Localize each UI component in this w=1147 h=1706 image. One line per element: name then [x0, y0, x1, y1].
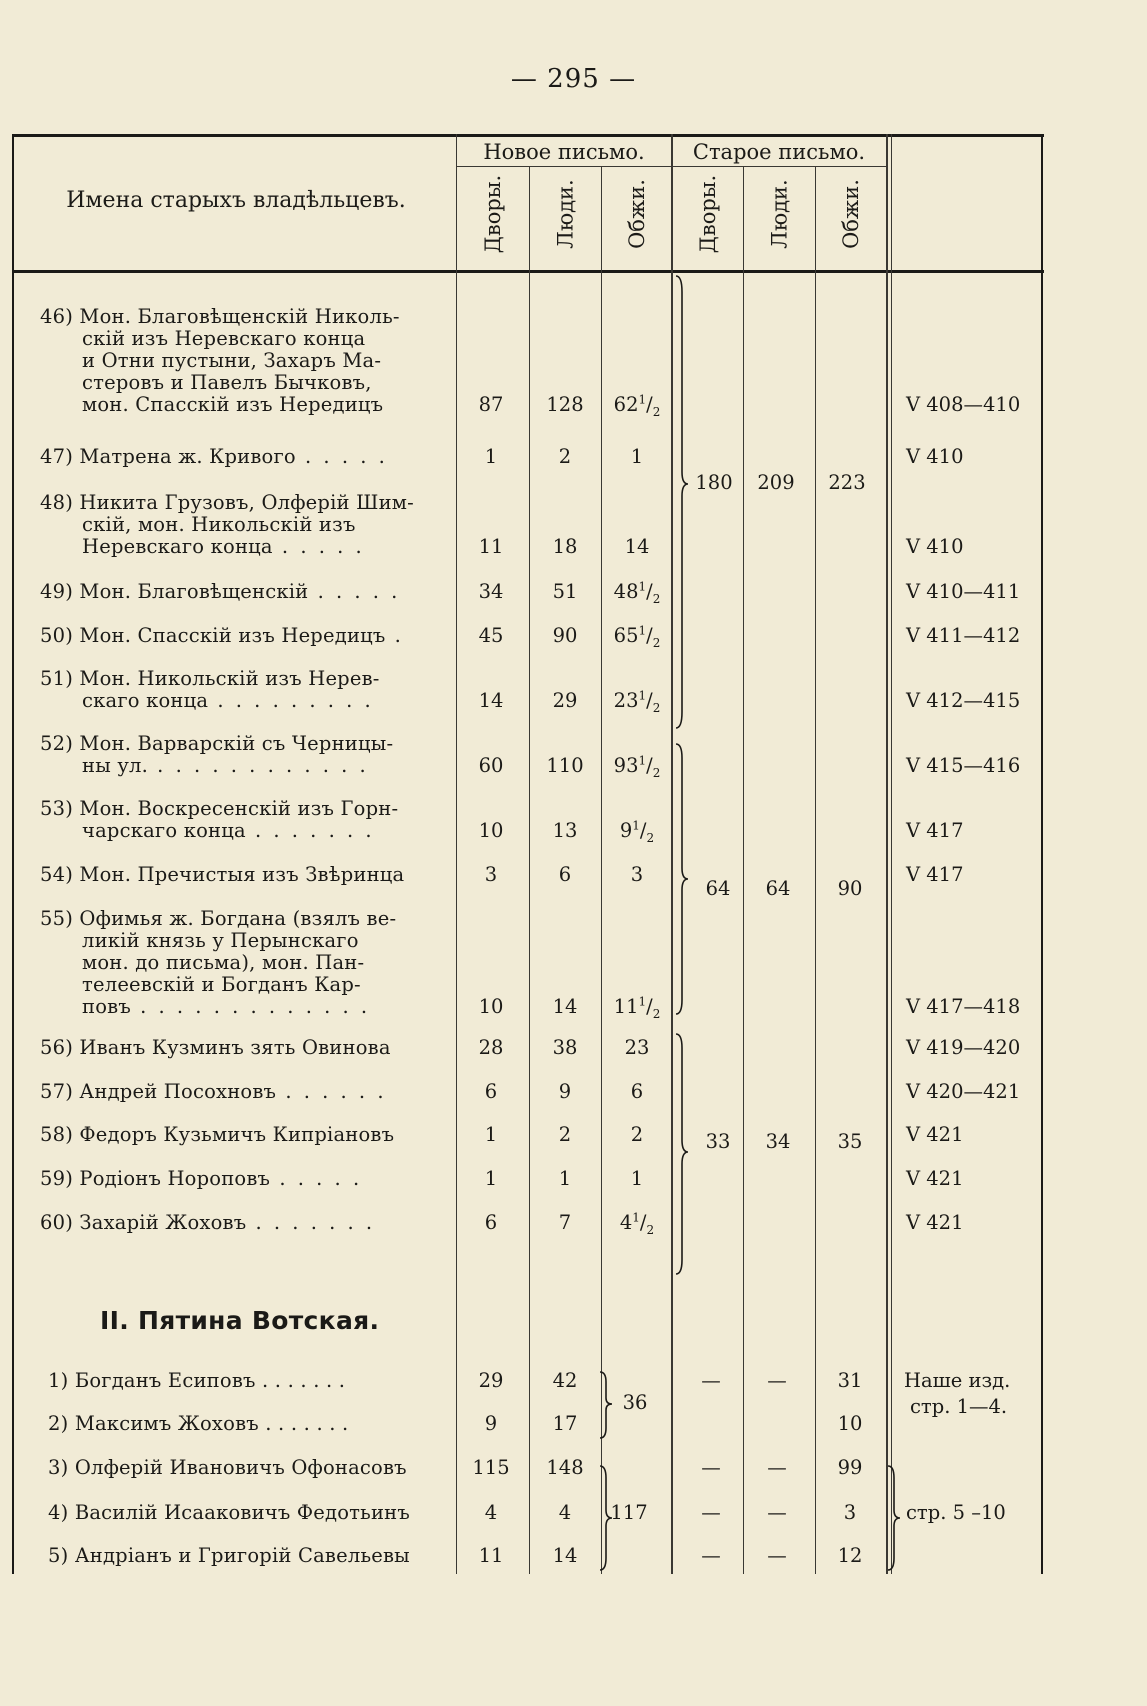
new-obzhi-cell: 2 [630, 1123, 644, 1146]
old-group-2-lyudi: 64 [765, 877, 791, 900]
owner-name-line: мон. до письма), мон. Пан- [82, 951, 365, 974]
header-new-letter: Новое письмо. [483, 140, 645, 164]
row-number: 51) [40, 667, 80, 690]
row-number: 56) [40, 1036, 80, 1059]
brace-group-1 [672, 272, 690, 732]
source-reference: V 419—420 [906, 1036, 1021, 1059]
old-group-3-lyudi: 34 [765, 1130, 791, 1153]
new-obzhi-cell: $23^1/_2$ [613, 688, 661, 715]
brace-group-3 [672, 1030, 690, 1278]
new-lyudi-cell: 38 [552, 1036, 578, 1059]
new-obzhi-cell: 1 [630, 445, 644, 468]
owner-name-line: 59) Родіонъ Нороповъ . . . . . [40, 1167, 363, 1190]
header-new-lyudi: Люди. [553, 179, 578, 249]
votskaya-new-lyudi-cell: 148 [546, 1456, 584, 1479]
votskaya-old-obzhi-cell: 99 [837, 1456, 863, 1479]
owner-name-line: 56) Иванъ Кузминъ зять Овинова [40, 1036, 391, 1059]
leader-dots: . . . . . [308, 580, 401, 603]
row-number: 53) [40, 797, 80, 820]
brace-votskaya-1 [596, 1370, 614, 1440]
votskaya-owner-name: 1) Богданъ Есиповъ . . . . . . . [48, 1369, 346, 1392]
new-obzhi-cell: $65^1/_2$ [613, 623, 661, 650]
new-dvory-cell: 11 [478, 535, 504, 558]
row-number: 49) [40, 580, 80, 603]
col-divider-oly-oob [815, 166, 816, 1574]
owner-name-line: телеевскій и Богданъ Кар- [82, 973, 361, 996]
owner-name-line: 46) Мон. Благовѣщенскій Николь- [40, 305, 400, 328]
new-obzhi-cell: 6 [630, 1080, 644, 1103]
brace-votskaya-ref [884, 1464, 902, 1574]
votskaya-ref-1-line-1: Наше изд. [904, 1369, 1011, 1392]
source-reference: V 421 [906, 1123, 964, 1146]
old-group-1-dvory: 180 [695, 471, 733, 494]
col-divider-ref-inner [891, 134, 892, 1574]
row-number: 46) [40, 305, 80, 328]
header-old-obzhi: Обжи. [838, 179, 863, 249]
owner-name-line: 48) Никита Грузовъ, Олферій Шим- [40, 491, 414, 514]
header-old-letter: Старое письмо. [692, 140, 866, 164]
owner-name-line: скаго конца . . . . . . . . . [82, 689, 374, 712]
new-lyudi-cell: 6 [558, 863, 572, 886]
header-old-lyudi: Люди. [767, 179, 792, 249]
votskaya-old-dash-2: — [767, 1456, 787, 1479]
row-number: 54) [40, 863, 80, 886]
source-reference: V 420—421 [906, 1080, 1021, 1103]
votskaya-ref-1-line-2: стр. 1—4. [910, 1395, 1008, 1418]
new-dvory-cell: 28 [478, 1036, 504, 1059]
old-group-1-obzhi: 223 [828, 471, 866, 494]
new-dvory-cell: 1 [484, 1167, 498, 1190]
row-number: 58) [40, 1123, 80, 1146]
leader-dots: . . . . . . . . . . . . [147, 754, 369, 777]
votskaya-old-dash-2: — [767, 1501, 787, 1524]
votskaya-owner-name: 3) Олферій Ивановичъ Офонасовъ [48, 1456, 407, 1479]
votskaya-new-dvory-cell: 29 [478, 1369, 504, 1392]
new-dvory-cell: 14 [478, 689, 504, 712]
brace-votskaya-2 [596, 1464, 614, 1574]
old-group-2-dvory: 64 [705, 877, 731, 900]
owner-name-line: 52) Мон. Варварскій съ Черницы- [40, 732, 394, 755]
votskaya-old-obzhi-cell: 31 [837, 1369, 863, 1392]
leader-dots: . . . . . . [276, 1080, 387, 1103]
owner-name-line: 51) Мон. Никольскій изъ Нерев- [40, 667, 380, 690]
new-dvory-cell: 3 [484, 863, 498, 886]
section-title-votskaya: II. Пятина Вотская. [100, 1306, 380, 1335]
new-dvory-cell: 6 [484, 1211, 498, 1234]
owner-name-line: 50) Мон. Спасскій изъ Нередицъ . [40, 624, 404, 647]
leader-dots: . . . . . [270, 1167, 363, 1190]
owner-name-line: 49) Мон. Благовѣщенскій . . . . . [40, 580, 401, 603]
votskaya-old-dash-1: — [701, 1544, 721, 1567]
old-group-3-dvory: 33 [705, 1130, 731, 1153]
owner-name-line: 58) Федоръ Кузьмичъ Кипріановъ [40, 1123, 395, 1146]
votskaya-old-obzhi-cell: 3 [843, 1501, 857, 1524]
votskaya-new-dvory-cell: 11 [478, 1544, 504, 1567]
owner-name-line: мон. Спасскій изъ Нередицъ [82, 393, 384, 416]
source-reference: V 408—410 [906, 393, 1021, 416]
old-group-1-lyudi: 209 [757, 471, 795, 494]
table-left-border [12, 134, 14, 1574]
new-lyudi-cell: 29 [552, 689, 578, 712]
votskaya-group-2-obzhi: 117 [610, 1501, 648, 1524]
owner-name-line: Неревскаго конца . . . . . [82, 535, 365, 558]
owner-name-line: 57) Андрей Посохновъ . . . . . . [40, 1080, 387, 1103]
source-reference: V 415—416 [906, 754, 1021, 777]
votskaya-owner-name: 5) Андріанъ и Григорій Савельевы [48, 1544, 410, 1567]
new-dvory-cell: 10 [478, 819, 504, 842]
header-new-obzhi: Обжи. [624, 179, 649, 249]
source-reference: V 410—411 [906, 580, 1021, 603]
col-divider-old-ref [886, 134, 888, 1574]
source-reference: V 421 [906, 1211, 964, 1234]
table-top-rule [12, 134, 1044, 137]
new-lyudi-cell: 1 [558, 1167, 572, 1190]
row-number: 50) [40, 624, 80, 647]
new-obzhi-cell: $9^1/_2$ [619, 818, 655, 845]
source-reference: V 417 [906, 863, 964, 886]
header-owners: Имена старыхъ владѣльцевъ. [66, 188, 406, 213]
owner-name-line: 55) Офимья ж. Богдана (взялъ ве- [40, 907, 397, 930]
new-lyudi-cell: 9 [558, 1080, 572, 1103]
owner-name-line: стеровъ и Павелъ Бычковъ, [82, 371, 372, 394]
leader-dots: . [385, 624, 404, 647]
leader-dots: . . . . . . . . . . . . . [130, 995, 371, 1018]
row-number: 59) [40, 1167, 80, 1190]
old-group-2-obzhi: 90 [837, 877, 863, 900]
votskaya-old-dash-2: — [767, 1369, 787, 1392]
new-obzhi-cell: $4^1/_2$ [619, 1210, 655, 1237]
owner-name-line: скій, мон. Никольскій изъ [82, 513, 356, 536]
new-lyudi-cell: 128 [546, 393, 584, 416]
row-number: 47) [40, 445, 80, 468]
col-divider-odv-oly [743, 166, 744, 1574]
votskaya-group-1-obzhi: 36 [622, 1391, 648, 1414]
leader-dots: . . . . . [295, 445, 388, 468]
leader-dots: . . . . . [272, 535, 365, 558]
owner-name-line: 60) Захарій Жоховъ . . . . . . . [40, 1211, 376, 1234]
source-reference: V 417 [906, 819, 964, 842]
new-lyudi-cell: 51 [552, 580, 578, 603]
new-dvory-cell: 6 [484, 1080, 498, 1103]
new-obzhi-cell: 3 [630, 863, 644, 886]
owner-name-line: повъ . . . . . . . . . . . . . [82, 995, 371, 1018]
new-lyudi-cell: 90 [552, 624, 578, 647]
votskaya-old-dash-2: — [767, 1544, 787, 1567]
row-number: 52) [40, 732, 80, 755]
leader-dots: . . . . . . . [245, 819, 375, 842]
owner-name-line: 47) Матрена ж. Кривого . . . . . [40, 445, 388, 468]
owner-name-line: чарскаго конца . . . . . . . [82, 819, 375, 842]
new-obzhi-cell: 23 [624, 1036, 650, 1059]
new-dvory-cell: 45 [478, 624, 504, 647]
row-number: 48) [40, 491, 80, 514]
new-dvory-cell: 10 [478, 995, 504, 1018]
new-obzhi-cell: $48^1/_2$ [613, 579, 661, 606]
new-lyudi-cell: 7 [558, 1211, 572, 1234]
header-new-dvory: Дворы. [481, 174, 505, 254]
leader-dots: . . . . . . . . . [208, 689, 374, 712]
leader-dots: . . . . . . . [246, 1211, 376, 1234]
new-lyudi-cell: 18 [552, 535, 578, 558]
new-lyudi-cell: 2 [558, 445, 572, 468]
votskaya-owner-name: 2) Максимъ Жоховъ . . . . . . . [48, 1412, 349, 1435]
new-obzhi-cell: $93^1/_2$ [613, 753, 661, 780]
new-dvory-cell: 87 [478, 393, 504, 416]
owner-name-line: ны ул. . . . . . . . . . . . . [82, 754, 369, 777]
new-obzhi-cell: 1 [630, 1167, 644, 1190]
votskaya-old-dash-1: — [701, 1501, 721, 1524]
new-dvory-cell: 1 [484, 445, 498, 468]
source-reference: V 410 [906, 445, 964, 468]
votskaya-old-dash-1: — [701, 1369, 721, 1392]
table-right-border [1041, 134, 1043, 1574]
new-obzhi-cell: $11^1/_2$ [613, 994, 661, 1021]
votskaya-new-lyudi-cell: 42 [552, 1369, 578, 1392]
votskaya-old-obzhi-cell: 10 [837, 1412, 863, 1435]
new-obzhi-cell: 14 [624, 535, 650, 558]
brace-group-2 [672, 740, 690, 1018]
votskaya-new-dvory-cell: 9 [484, 1412, 498, 1435]
new-lyudi-cell: 2 [558, 1123, 572, 1146]
votskaya-new-lyudi-cell: 14 [552, 1544, 578, 1567]
votskaya-new-lyudi-cell: 17 [552, 1412, 578, 1435]
new-dvory-cell: 60 [478, 754, 504, 777]
owner-name-line: ликій князь у Перынскаго [82, 929, 359, 952]
new-lyudi-cell: 14 [552, 995, 578, 1018]
votskaya-new-dvory-cell: 4 [484, 1501, 498, 1524]
source-reference: V 421 [906, 1167, 964, 1190]
owner-name-line: 54) Мон. Пречистыя изъ Звѣринца [40, 863, 405, 886]
source-reference: V 412—415 [906, 689, 1021, 712]
source-reference: V 411—412 [906, 624, 1021, 647]
header-old-dvory: Дворы. [696, 174, 720, 254]
owner-name-line: и Отни пустыни, Захаръ Ма- [82, 349, 382, 372]
old-group-3-obzhi: 35 [837, 1130, 863, 1153]
owner-name-line: 53) Мон. Воскресенскій изъ Горн- [40, 797, 399, 820]
owner-name-line: скій изъ Неревскаго конца [82, 327, 366, 350]
new-dvory-cell: 1 [484, 1123, 498, 1146]
table-header-rule [12, 270, 1044, 273]
row-number: 55) [40, 907, 80, 930]
new-dvory-cell: 34 [478, 580, 504, 603]
votskaya-new-dvory-cell: 115 [472, 1456, 510, 1479]
page-number: — 295 — [510, 64, 637, 94]
votskaya-owner-name: 4) Василій Исааковичъ Федотьинъ [48, 1501, 410, 1524]
source-reference: V 417—418 [906, 995, 1021, 1018]
votskaya-old-obzhi-cell: 12 [837, 1544, 863, 1567]
new-obzhi-cell: $62^1/_2$ [613, 392, 661, 419]
votskaya-new-lyudi-cell: 4 [558, 1501, 572, 1524]
source-reference: V 410 [906, 535, 964, 558]
row-number: 57) [40, 1080, 80, 1103]
new-lyudi-cell: 110 [546, 754, 584, 777]
votskaya-old-dash-1: — [701, 1456, 721, 1479]
row-number: 60) [40, 1211, 80, 1234]
new-lyudi-cell: 13 [552, 819, 578, 842]
votskaya-ref-2: стр. 5 –10 [906, 1501, 1006, 1524]
